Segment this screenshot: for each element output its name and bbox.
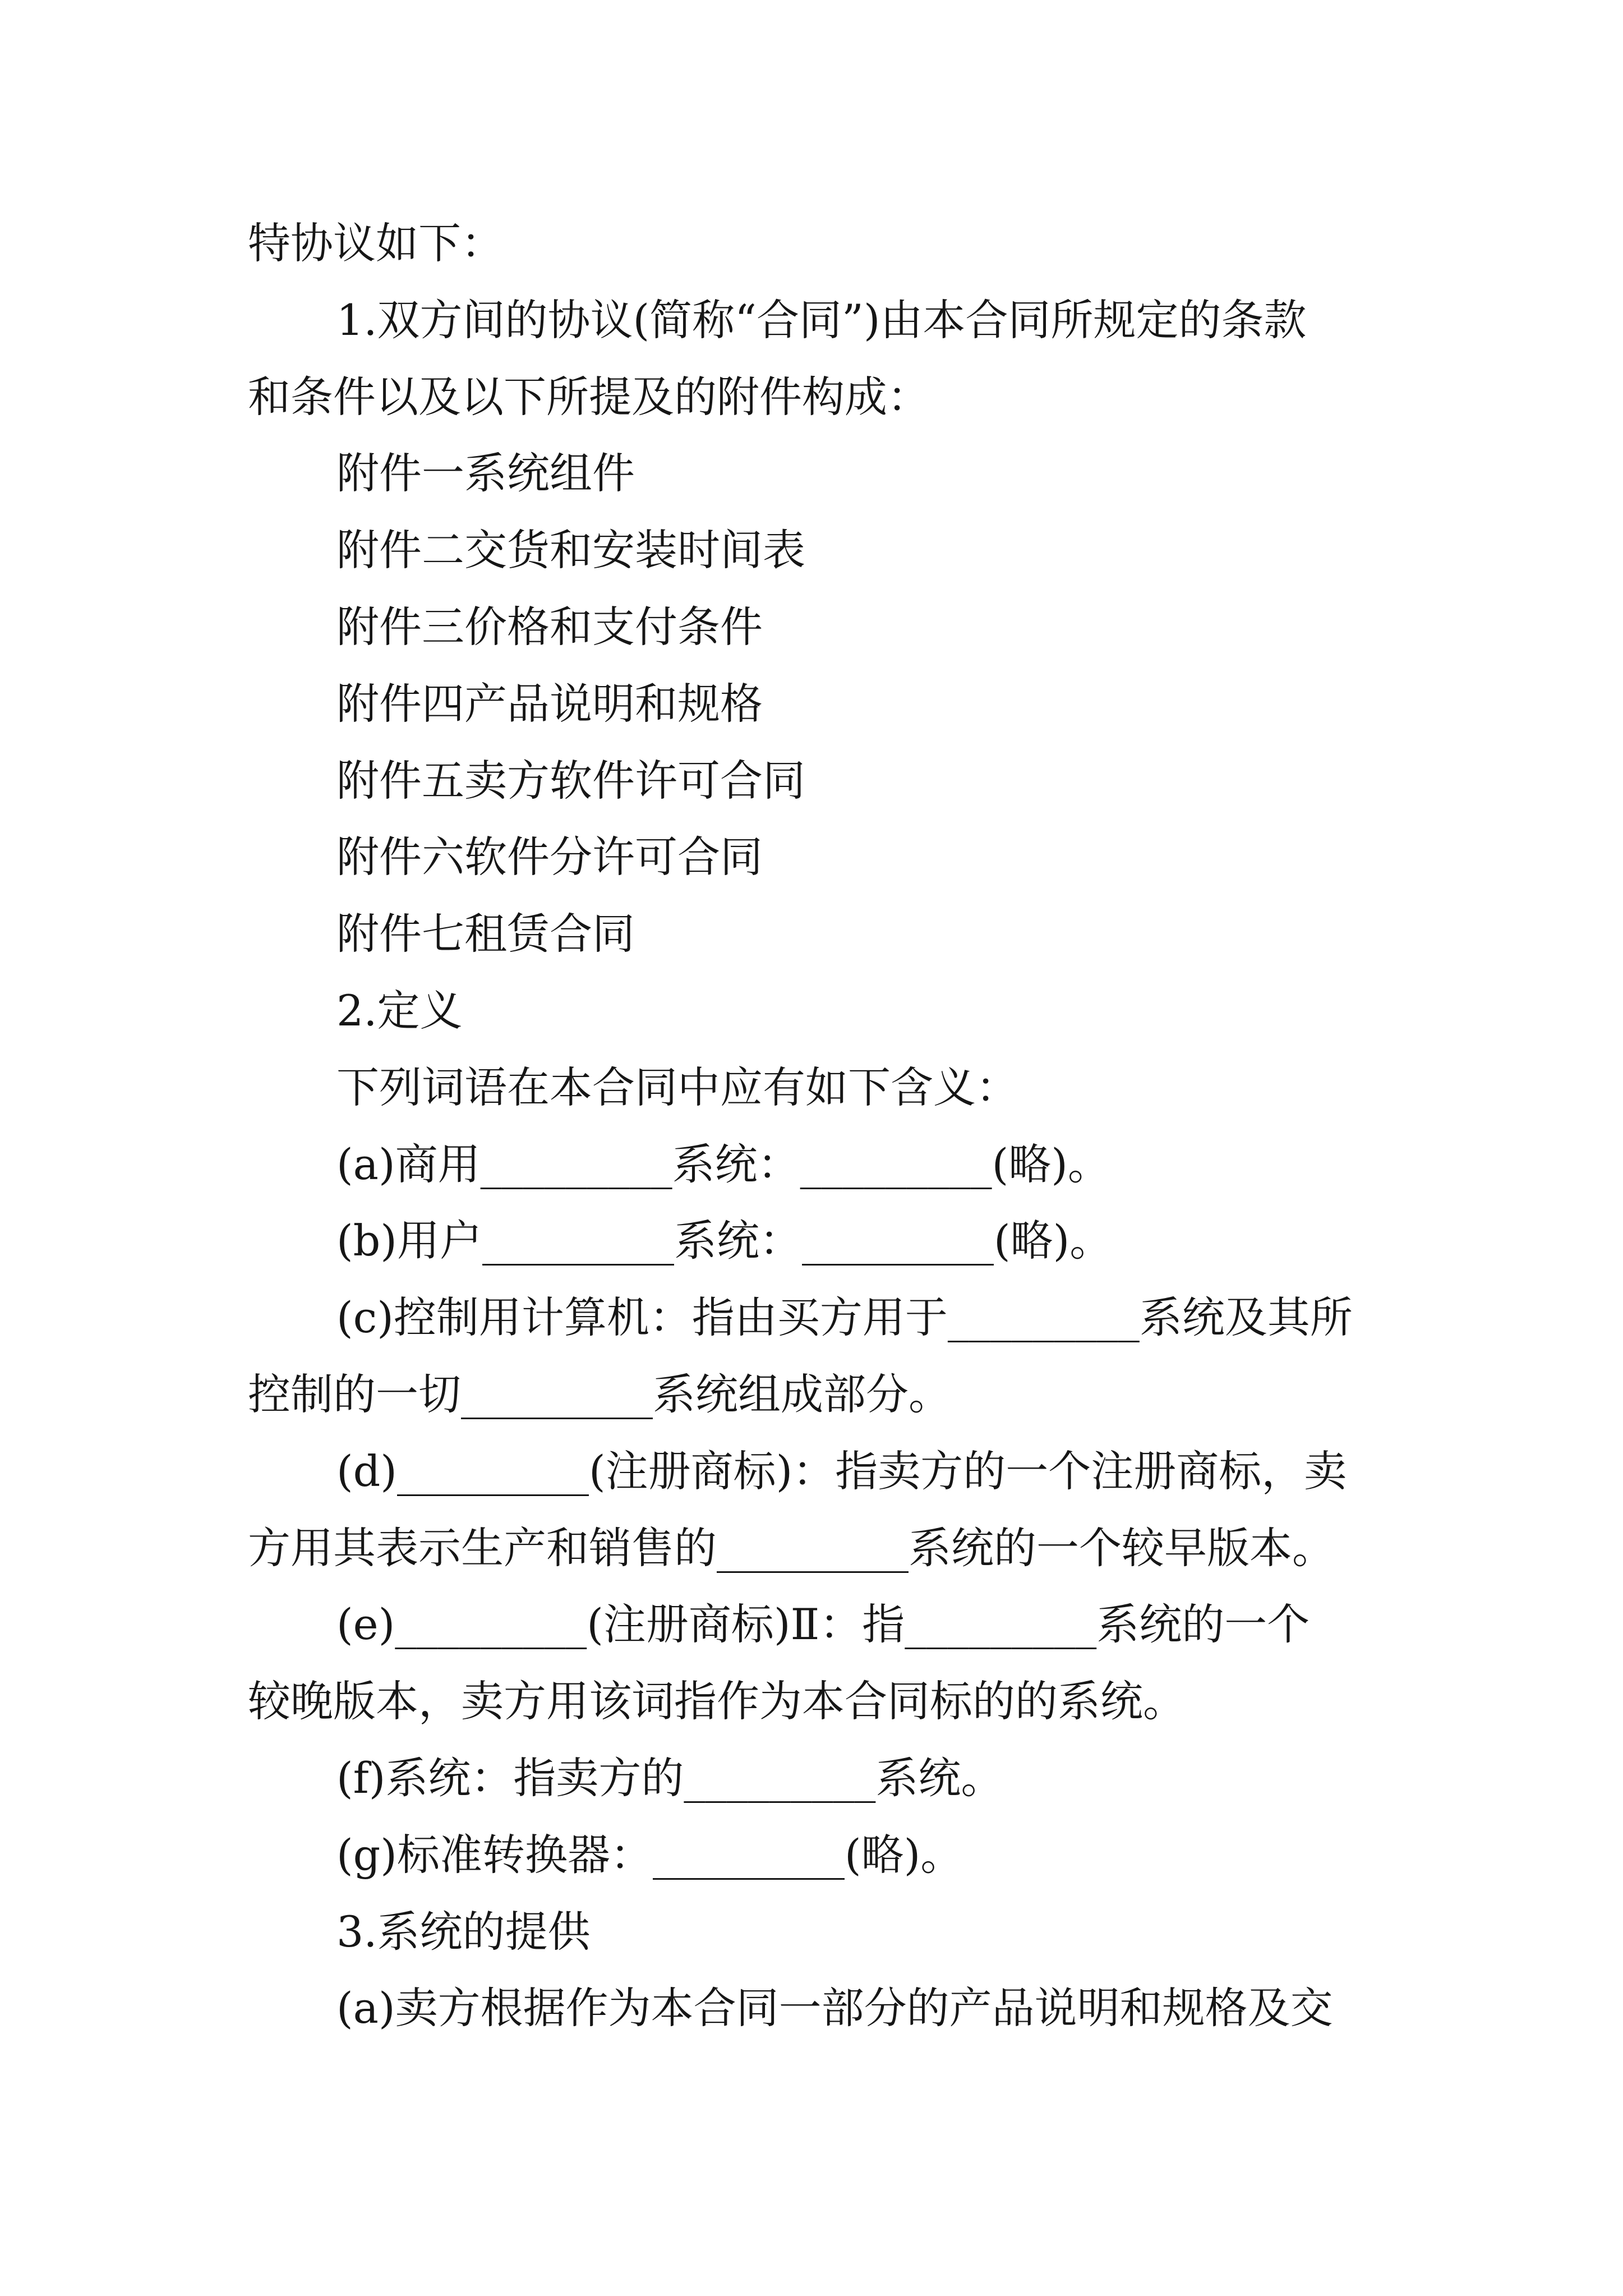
appendix-7-item: 附件七租赁合同 — [336, 909, 635, 959]
definitions-intro: 下列词语在本合同中应有如下含义： — [336, 1062, 1018, 1112]
definition-b: (b)用户_________系统：_________(略)。 — [336, 1216, 1113, 1266]
intro-line: 特协议如下： — [248, 218, 504, 268]
appendix-6-item: 附件六软件分许可合同 — [336, 832, 763, 882]
definition-e-continuation: 较晚版本，卖方用该词指作为本合同标的的系统。 — [248, 1676, 1186, 1727]
appendix-1-item: 附件一系统组件 — [336, 448, 635, 499]
clause-1-continuation: 和条件以及以下所提及的附件构成： — [248, 371, 930, 422]
appendix-5-item: 附件五卖方软件许可合同 — [336, 755, 805, 806]
clause-3-heading: 3.系统的提供 — [336, 1906, 591, 1957]
definition-d-continuation: 方用其表示生产和销售的_________系统的一个较早版本。 — [248, 1522, 1335, 1573]
appendix-4-item: 附件四产品说明和规格 — [336, 678, 763, 729]
definition-f: (f)系统：指卖方的_________系统。 — [336, 1752, 1004, 1803]
definition-d: (d)_________(注册商标)：指卖方的一个注册商标，卖 — [336, 1446, 1347, 1496]
definition-e: (e)_________(注册商标)Ⅱ：指_________系统的一个 — [336, 1599, 1310, 1650]
clause-2-heading: 2.定义 — [336, 985, 463, 1036]
definition-c: (c)控制用计算机：指由买方用于_________系统及其所 — [336, 1292, 1353, 1343]
appendix-3-item: 附件三价格和支付条件 — [336, 601, 763, 652]
appendix-2-item: 附件二交货和安装时间表 — [336, 525, 805, 576]
clause-1-line: 1.双方间的协议(简称“合同”)由本合同所规定的条款 — [336, 295, 1307, 345]
clause-3-a: (a)卖方根据作为本合同一部分的产品说明和规格及交 — [336, 1983, 1333, 2033]
definition-a: (a)商用_________系统：_________(略)。 — [336, 1139, 1110, 1189]
definition-c-continuation: 控制的一切_________系统组成部分。 — [248, 1369, 951, 1419]
definition-g: (g)标准转换器：_________(略)。 — [336, 1829, 963, 1880]
